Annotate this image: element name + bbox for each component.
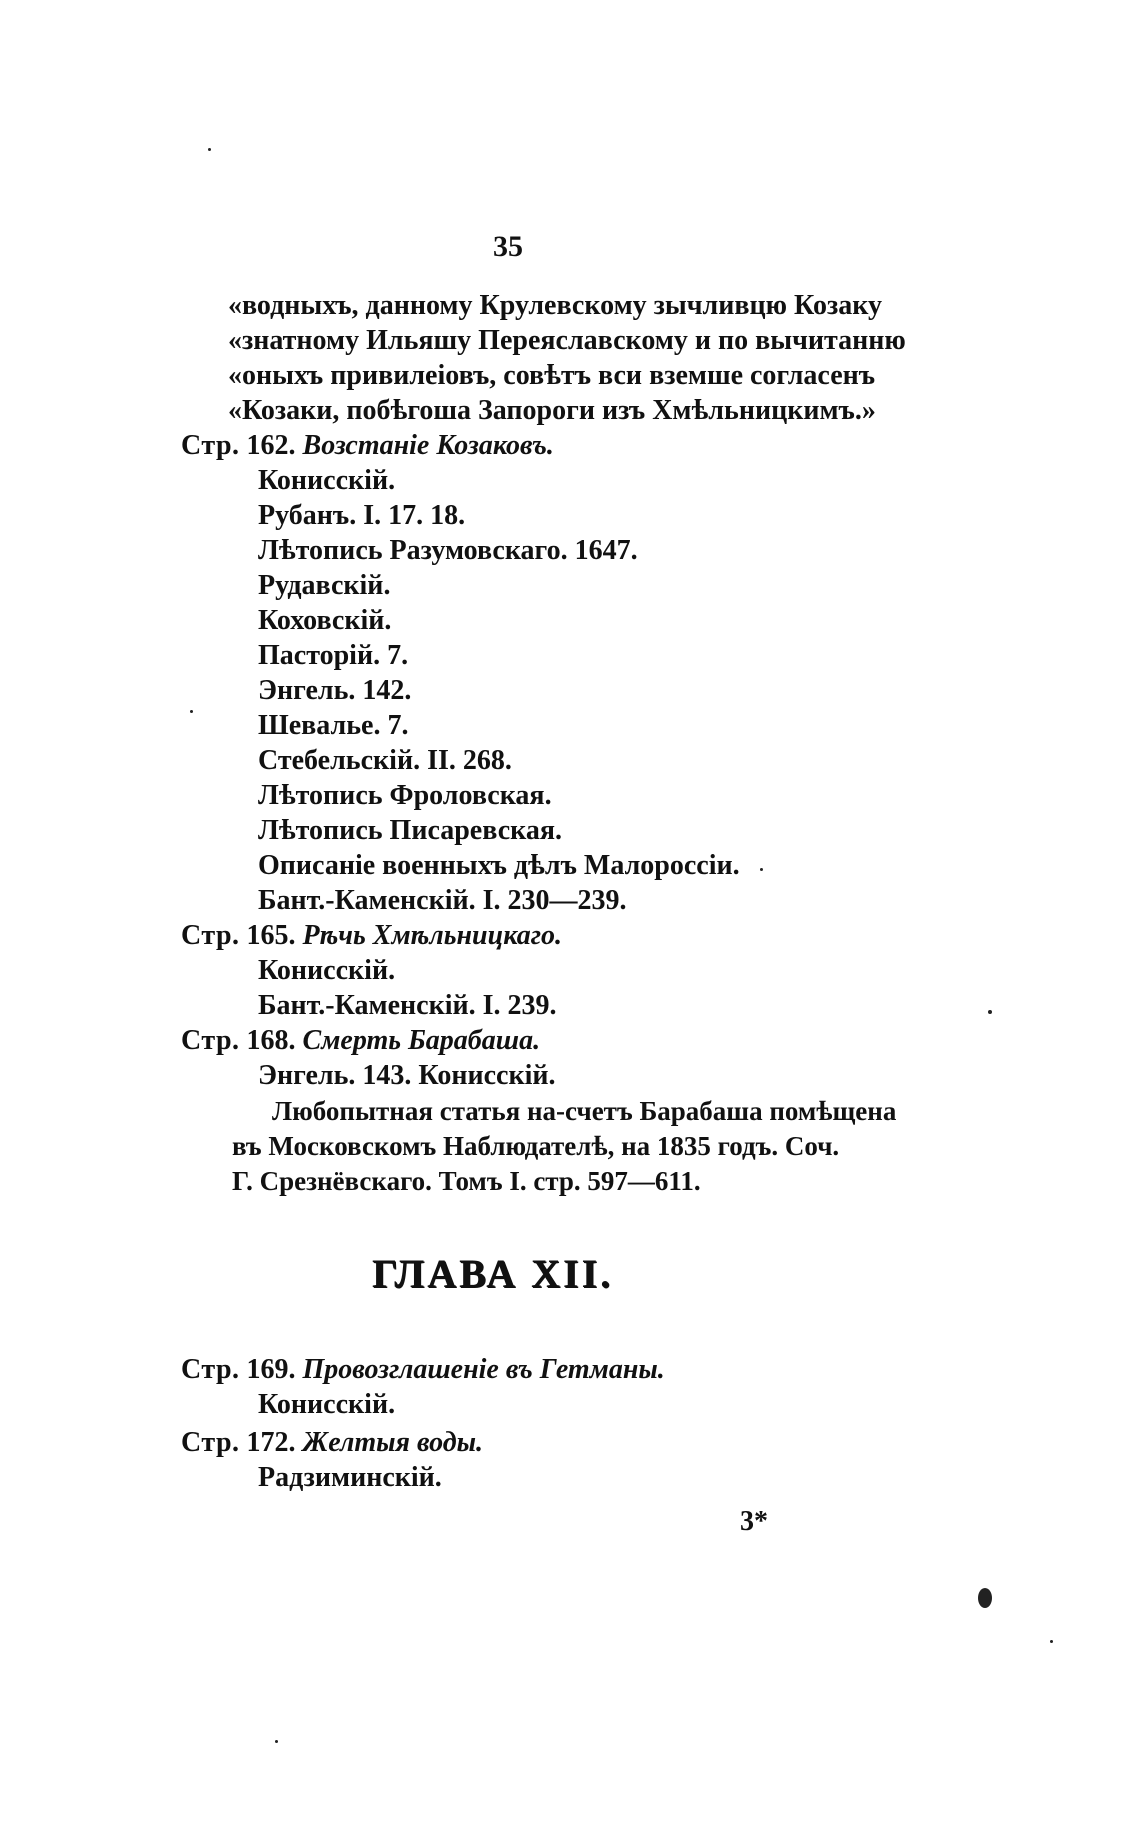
source-line: Конисскiй. — [258, 955, 396, 986]
source-line: Стебельскiй. II. 268. — [258, 745, 512, 776]
entry-title: Желтыя воды. — [302, 1427, 484, 1458]
quote-line: «водныхъ, данному Крулевскому зычливцю Козаку — [228, 290, 882, 321]
chapter-heading: ГЛАВА XII. — [372, 1251, 614, 1296]
entry-title: Смерть Барабаша. — [302, 1025, 541, 1056]
entry-heading — [181, 919, 562, 953]
entry-prefix: Стр. — [181, 920, 240, 951]
source-line: Пасторiй. 7. — [258, 640, 409, 671]
entry-title: Возстанiе Козаковъ. — [302, 430, 554, 461]
scan-speck — [1050, 1640, 1053, 1643]
source-line: Рудавскiй. — [258, 570, 391, 601]
entry-prefix: Стр. — [181, 430, 240, 461]
entry-page: 162. — [246, 430, 296, 461]
signature-mark: 3* — [740, 1506, 768, 1537]
quote-line: «знатному Ильяшу Переяславскому и по вычитанню — [228, 325, 906, 356]
source-line: Коховскiй. — [258, 605, 392, 636]
entry-title: Провозглашенiе въ Гетманы. — [302, 1354, 665, 1385]
quote-line: «Козаки, побѣгоша Запороги изъ Хмѣльницкимъ.» — [228, 395, 876, 426]
scan-speck — [988, 1010, 992, 1014]
source-line: Бант.-Каменскiй. I. 230—239. — [258, 885, 627, 916]
scan-speck — [275, 1740, 278, 1743]
scan-speck — [208, 148, 211, 151]
source-line: Рубанъ. I. 17. 18. — [258, 500, 466, 531]
note-line: въ Московскомъ Наблюдателѣ, на 1835 годъ. Соч. — [232, 1131, 840, 1161]
entry-prefix: Стр. — [181, 1427, 240, 1458]
source-line: Энгель. 143. Конисскiй. — [258, 1060, 556, 1091]
scan-speck — [190, 710, 193, 713]
source-line: Конисскiй. — [258, 465, 396, 496]
entry-prefix: Стр. — [181, 1354, 240, 1385]
quote-line: «оныхъ привилеiовъ, совѣтъ вси вземше согласенъ — [228, 360, 876, 391]
source-line: Лѣтопись Писаревская. — [258, 815, 562, 846]
source-line: Конисскiй. — [258, 1389, 396, 1420]
source-line: Лѣтопись Фроловская. — [258, 780, 552, 811]
source-line: Энгель. 142. — [258, 675, 412, 706]
source-line: Бант.-Каменскiй. I. 239. — [258, 990, 557, 1021]
note-line: Г. Срезнёвскаго. Томъ I. стр. 597—611. — [232, 1166, 701, 1196]
scan-speck — [760, 868, 763, 871]
entry-page: 172. — [246, 1427, 296, 1458]
entry-heading — [181, 429, 554, 463]
source-line: Лѣтопись Разумовскаго. 1647. — [258, 535, 638, 566]
entry-page: 169. — [246, 1354, 296, 1385]
source-line: Описанiе военныхъ дѣлъ Малороссiи. — [258, 850, 740, 881]
entry-page: 165. — [246, 920, 296, 951]
source-line: Радзиминскiй. — [258, 1462, 442, 1493]
source-line: Шевалье. 7. — [258, 710, 409, 741]
entry-page: 168. — [246, 1025, 296, 1056]
entry-heading — [181, 1353, 665, 1387]
entry-heading — [181, 1426, 483, 1460]
entry-heading — [181, 1024, 540, 1058]
entry-title: Рѣчь Хмѣльницкаго. — [302, 920, 563, 951]
note-line: Любопытная статья на-счетъ Барабаша помѣщена — [272, 1096, 897, 1126]
page-number: 35 — [493, 230, 523, 263]
scan-speck — [978, 1588, 992, 1608]
entry-prefix: Стр. — [181, 1025, 240, 1056]
